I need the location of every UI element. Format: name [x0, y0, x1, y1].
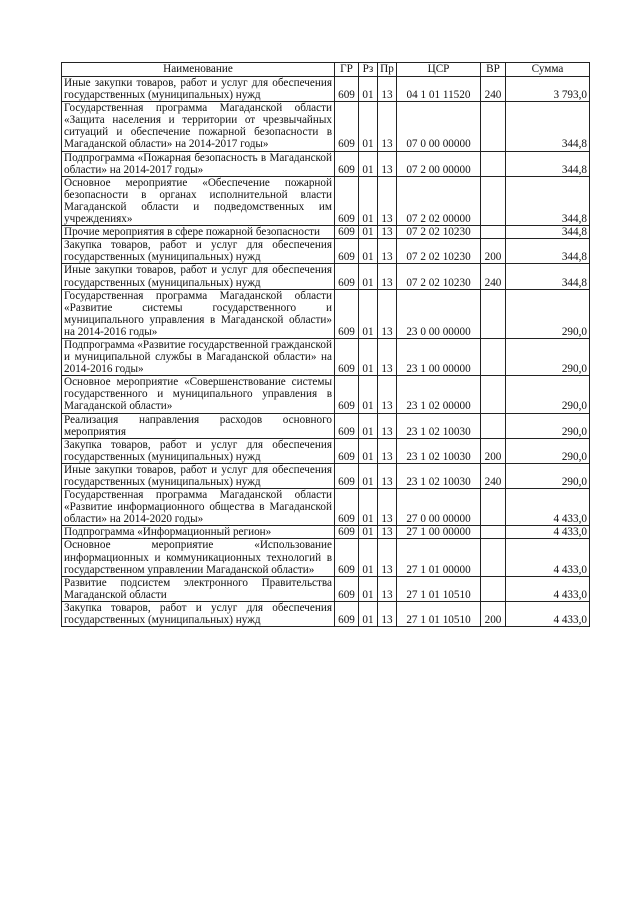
cell-gr: 609 — [335, 102, 359, 151]
cell-sum: 344,8 — [506, 239, 590, 264]
cell-name: Иные закупки товаров, работ и услуг для обеспечения государственных (муниципальных) нужд — [62, 463, 335, 488]
cell-vr: 240 — [481, 264, 506, 289]
cell-vr — [481, 526, 506, 539]
cell-csr: 07 2 02 10230 — [397, 264, 481, 289]
table-row — [62, 601, 590, 626]
cell-vr — [481, 226, 506, 239]
cell-name: Основное мероприятие «Обеспечение пожарной безопасности в органах исполнительной власти Магаданской области и подведомственных им учреждениях» — [62, 176, 335, 225]
cell-vr — [481, 151, 506, 176]
cell-name: Основное мероприятие «Использование информационных и коммуникационных технологий в государственном управлении Магаданской области» — [62, 539, 335, 576]
cell-csr: 07 0 00 00000 — [397, 102, 481, 151]
table-row — [62, 539, 590, 576]
col-header-name: Наименование — [62, 63, 335, 77]
cell-rz: 01 — [359, 264, 378, 289]
cell-gr: 609 — [335, 539, 359, 576]
cell-gr: 609 — [335, 176, 359, 225]
cell-sum: 344,8 — [506, 151, 590, 176]
col-header-gr: ГР — [335, 63, 359, 77]
cell-name: Иные закупки товаров, работ и услуг для обеспечения государственных (муниципальных) нужд — [62, 77, 335, 102]
cell-gr: 609 — [335, 289, 359, 338]
cell-rz: 01 — [359, 239, 378, 264]
cell-sum: 290,0 — [506, 338, 590, 375]
cell-rz: 01 — [359, 601, 378, 626]
table-row — [62, 176, 590, 225]
table-row — [62, 77, 590, 102]
cell-pr: 13 — [378, 264, 397, 289]
cell-csr: 23 1 02 10030 — [397, 438, 481, 463]
cell-pr: 13 — [378, 601, 397, 626]
cell-name: Развитие подсистем электронного Правительства Магаданской области — [62, 576, 335, 601]
cell-pr: 13 — [378, 413, 397, 438]
cell-sum: 3 793,0 — [506, 77, 590, 102]
cell-pr: 13 — [378, 576, 397, 601]
cell-rz: 01 — [359, 576, 378, 601]
cell-rz: 01 — [359, 176, 378, 225]
cell-vr — [481, 376, 506, 413]
col-header-rz: Рз — [359, 63, 378, 77]
cell-vr — [481, 413, 506, 438]
cell-rz: 01 — [359, 77, 378, 102]
table-row — [62, 463, 590, 488]
cell-sum: 290,0 — [506, 413, 590, 438]
cell-rz: 01 — [359, 526, 378, 539]
cell-rz: 01 — [359, 151, 378, 176]
table-header-row — [62, 63, 590, 77]
cell-sum: 290,0 — [506, 438, 590, 463]
cell-rz: 01 — [359, 376, 378, 413]
cell-vr: 240 — [481, 463, 506, 488]
cell-name: Государственная программа Магаданской области «Развитие информационного общества в Магаданской области» на 2014-2020 годы» — [62, 489, 335, 526]
cell-vr: 200 — [481, 438, 506, 463]
cell-pr: 13 — [378, 438, 397, 463]
cell-name: Подпрограмма «Пожарная безопасность в Магаданской области» на 2014-2017 годы» — [62, 151, 335, 176]
cell-sum: 290,0 — [506, 463, 590, 488]
cell-rz: 01 — [359, 463, 378, 488]
cell-csr: 07 2 02 00000 — [397, 176, 481, 225]
table-row — [62, 438, 590, 463]
cell-rz: 01 — [359, 489, 378, 526]
cell-vr: 200 — [481, 601, 506, 626]
table-row — [62, 226, 590, 239]
cell-rz: 01 — [359, 413, 378, 438]
cell-gr: 609 — [335, 601, 359, 626]
cell-sum: 344,8 — [506, 226, 590, 239]
cell-gr: 609 — [335, 226, 359, 239]
cell-rz: 01 — [359, 226, 378, 239]
cell-gr: 609 — [335, 438, 359, 463]
table-row — [62, 376, 590, 413]
budget-table — [61, 62, 590, 627]
cell-pr: 13 — [378, 289, 397, 338]
cell-vr — [481, 489, 506, 526]
cell-vr — [481, 102, 506, 151]
cell-pr: 13 — [378, 338, 397, 375]
cell-vr — [481, 576, 506, 601]
cell-name: Подпрограмма «Информационный регион» — [62, 526, 335, 539]
cell-rz: 01 — [359, 438, 378, 463]
cell-vr — [481, 539, 506, 576]
cell-sum: 290,0 — [506, 376, 590, 413]
cell-csr: 07 2 02 10230 — [397, 239, 481, 264]
budget-page — [61, 62, 590, 627]
cell-sum: 4 433,0 — [506, 539, 590, 576]
cell-csr: 27 0 00 00000 — [397, 489, 481, 526]
cell-gr: 609 — [335, 151, 359, 176]
cell-gr: 609 — [335, 489, 359, 526]
cell-gr: 609 — [335, 413, 359, 438]
cell-name: Закупка товаров, работ и услуг для обеспечения государственных (муниципальных) нужд — [62, 239, 335, 264]
col-header-csr: ЦСР — [397, 63, 481, 77]
cell-csr: 23 1 02 10030 — [397, 413, 481, 438]
cell-vr — [481, 176, 506, 225]
table-row — [62, 102, 590, 151]
cell-gr: 609 — [335, 264, 359, 289]
cell-gr: 609 — [335, 338, 359, 375]
cell-csr: 27 1 01 10510 — [397, 601, 481, 626]
cell-sum: 4 433,0 — [506, 601, 590, 626]
cell-vr — [481, 338, 506, 375]
cell-sum: 4 433,0 — [506, 489, 590, 526]
cell-name: Прочие мероприятия в сфере пожарной безопасности — [62, 226, 335, 239]
cell-name: Государственная программа Магаданской области «Защита населения и территории от чрезвычайных ситуаций и обеспечение пожарной безопасности в Магаданской области» на 2014-2017 годы» — [62, 102, 335, 151]
table-row — [62, 413, 590, 438]
cell-name: Иные закупки товаров, работ и услуг для обеспечения государственных (муниципальных) нужд — [62, 264, 335, 289]
cell-pr: 13 — [378, 463, 397, 488]
cell-vr — [481, 289, 506, 338]
col-header-sum: Сумма — [506, 63, 590, 77]
cell-gr: 609 — [335, 526, 359, 539]
cell-name: Основное мероприятие «Совершенствование системы государственного и муниципального управления в Магаданской области» — [62, 376, 335, 413]
col-header-pr: Пр — [378, 63, 397, 77]
cell-pr: 13 — [378, 176, 397, 225]
cell-sum: 4 433,0 — [506, 576, 590, 601]
cell-sum: 290,0 — [506, 289, 590, 338]
cell-rz: 01 — [359, 338, 378, 375]
cell-name: Закупка товаров, работ и услуг для обеспечения государственных (муниципальных) нужд — [62, 601, 335, 626]
cell-name: Подпрограмма «Развитие государственной гражданской и муниципальной службы в Магаданской области» на 2014-2016 годы» — [62, 338, 335, 375]
cell-csr: 07 2 00 00000 — [397, 151, 481, 176]
cell-pr: 13 — [378, 226, 397, 239]
cell-sum: 344,8 — [506, 102, 590, 151]
table-row — [62, 576, 590, 601]
cell-csr: 27 1 01 00000 — [397, 539, 481, 576]
cell-sum: 344,8 — [506, 264, 590, 289]
cell-csr: 23 1 02 00000 — [397, 376, 481, 413]
cell-pr: 13 — [378, 376, 397, 413]
table-row — [62, 151, 590, 176]
cell-pr: 13 — [378, 489, 397, 526]
cell-gr: 609 — [335, 463, 359, 488]
cell-name: Закупка товаров, работ и услуг для обеспечения государственных (муниципальных) нужд — [62, 438, 335, 463]
cell-rz: 01 — [359, 289, 378, 338]
cell-csr: 04 1 01 11520 — [397, 77, 481, 102]
table-row — [62, 338, 590, 375]
col-header-vr: ВР — [481, 63, 506, 77]
cell-pr: 13 — [378, 151, 397, 176]
table-row — [62, 526, 590, 539]
table-row — [62, 489, 590, 526]
cell-csr: 27 1 00 00000 — [397, 526, 481, 539]
cell-pr: 13 — [378, 239, 397, 264]
cell-csr: 23 0 00 00000 — [397, 289, 481, 338]
cell-pr: 13 — [378, 77, 397, 102]
cell-name: Государственная программа Магаданской области «Развитие системы государственного и муниципального управления в Магаданской области» на 2014-2016 годы» — [62, 289, 335, 338]
table-row — [62, 289, 590, 338]
cell-vr: 240 — [481, 77, 506, 102]
cell-rz: 01 — [359, 102, 378, 151]
cell-pr: 13 — [378, 102, 397, 151]
table-row — [62, 239, 590, 264]
cell-sum: 344,8 — [506, 176, 590, 225]
cell-gr: 609 — [335, 239, 359, 264]
cell-gr: 609 — [335, 576, 359, 601]
cell-gr: 609 — [335, 77, 359, 102]
cell-csr: 27 1 01 10510 — [397, 576, 481, 601]
cell-gr: 609 — [335, 376, 359, 413]
cell-rz: 01 — [359, 539, 378, 576]
cell-csr: 07 2 02 10230 — [397, 226, 481, 239]
cell-vr: 200 — [481, 239, 506, 264]
cell-pr: 13 — [378, 539, 397, 576]
cell-pr: 13 — [378, 526, 397, 539]
cell-csr: 23 1 00 00000 — [397, 338, 481, 375]
table-row — [62, 264, 590, 289]
cell-name: Реализация направления расходов основного мероприятия — [62, 413, 335, 438]
cell-sum: 4 433,0 — [506, 526, 590, 539]
cell-csr: 23 1 02 10030 — [397, 463, 481, 488]
